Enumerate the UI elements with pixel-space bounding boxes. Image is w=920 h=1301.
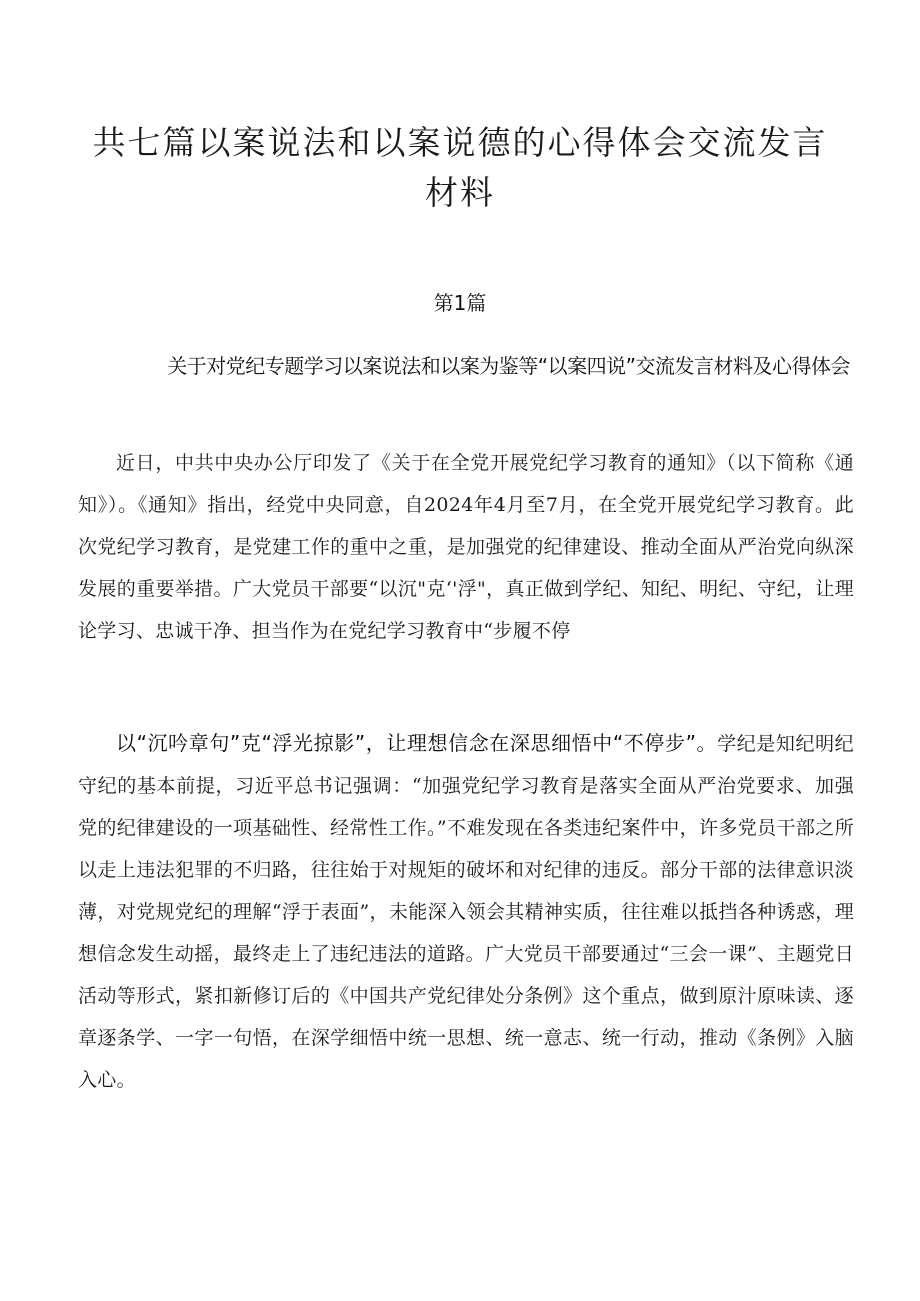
section-label: 第1篇 bbox=[433, 291, 487, 315]
document-title: 共七篇以案说法和以案说德的心得体会交流发言材料 bbox=[92, 123, 828, 212]
paragraph-body-text: 学纪是知纪明纪守纪的基本前提，习近平总书记强调：“加强党纪学习教育是落实全面从严治党要求、加强党的纪律建设的一项基础性、经常性工作。”不难发现在各类违纪案件中，许多党员干部之所以走上违法犯罪的不归路，往往始于对规矩的破坏和对纪律的违反。部分干部的法律意识淡薄，对党规党纪的理解“浮于表面”，未能深入领会其精神实质，往往难以抵挡各种诱惑，理想信念发生动摇，最终走上了违纪违法的道路。广大党员干部要通过“三会一课”、主题党日活动等形式，紧扣新修订后的《中国共产党纪律处分条例》这个重点，做到原汁原味读、逐章逐条学、一字一句悟，在深学细悟中统一思想、统一意志、统一行动，推动《条例》入脑入心。 bbox=[78, 733, 854, 1091]
body-paragraph-1: 近日，中共中央办公厅印发了《关于在全党开展党纪学习教育的通知》（以下简称《通知》）。《通知》指出，经党中央同意，自2024年4月至7月，在全党开展党纪学习教育。此次党纪学习教育，是党建工作的重中之重，是加强党的纪律建设、推动全面从严治党向纵深发展的重要举措。广大党员干部要“以沉"克‘'浮"，真正做到学纪、知纪、明纪、守纪，让理论学习、忠诚干净、担当作为在党纪学习教育中“步履不停 bbox=[78, 452, 854, 642]
body-paragraph-2 bbox=[78, 722, 854, 1101]
paragraph-lead-heading: 以“沉吟章句”克“浮光掠影”，让理想信念在深思细悟中“不停步”。 bbox=[116, 731, 718, 755]
section-subtitle: 关于对党纪专题学习以案说法和以案为鉴等“以案四说”交流发言材料及心得体会 bbox=[167, 354, 850, 378]
